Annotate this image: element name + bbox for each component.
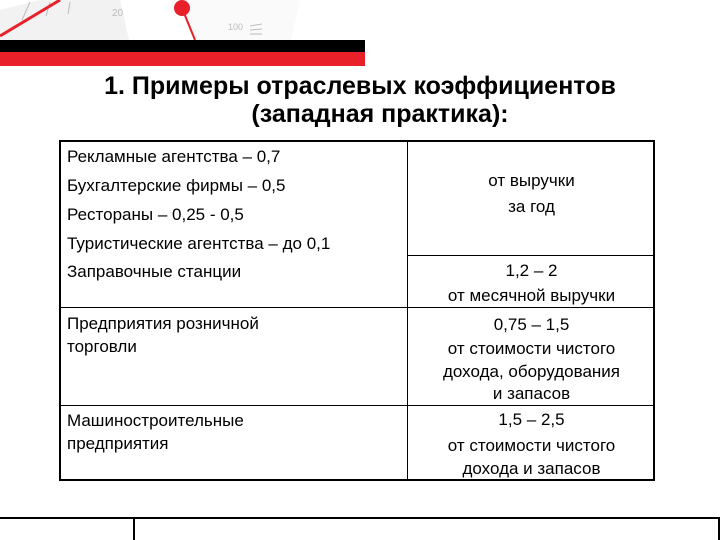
table-cell-basis: и запасов xyxy=(492,384,571,403)
gauge-graphic xyxy=(0,0,720,44)
table-cell-basis: от месячной выручки xyxy=(447,286,616,305)
table-cell-basis: за год xyxy=(508,197,555,216)
table-cell-industry: Бухгалтерские фирмы – 0,5 xyxy=(67,176,286,195)
table-cell-industry: Рекламные агентства – 0,7 xyxy=(67,147,281,166)
table-cell-industry: Туристические агентства – до 0,1 xyxy=(67,234,331,253)
header-bar-red xyxy=(0,52,365,66)
coefficients-table xyxy=(59,140,655,481)
gauge-label-100: 100 xyxy=(228,22,244,32)
table-cell-industry: Рестораны – 0,25 - 0,5 xyxy=(67,205,244,224)
slide-title-line-1: 1. Примеры отраслевых коэффициентов xyxy=(104,72,616,100)
table-cell-basis: 1,2 – 2 xyxy=(505,261,558,280)
gauge-label-20: 20 xyxy=(112,8,124,19)
table-cell-industry: Заправочные станции xyxy=(67,262,242,281)
table-cell-basis: от стоимости чистого xyxy=(447,436,616,455)
footer-line xyxy=(0,517,720,519)
table-cell-basis: дохода, оборудования xyxy=(443,362,620,381)
gauge-dial-left xyxy=(0,0,130,44)
table-cell-industry: Предприятия розничной xyxy=(67,314,259,333)
table-cell-basis: 0,75 – 1,5 xyxy=(493,315,570,334)
header-bar-black xyxy=(0,40,365,52)
table-row-divider xyxy=(61,307,655,308)
table-cell-industry: торговли xyxy=(67,337,137,356)
table-cell-basis: от выручки xyxy=(488,171,575,190)
table-row-divider xyxy=(407,255,655,256)
slide-title-line-2: (западная практика): xyxy=(251,100,509,128)
slide-title xyxy=(0,72,720,128)
table-cell-basis: 1,5 – 2,5 xyxy=(498,410,565,429)
footer-divider xyxy=(133,517,135,540)
table-row-divider xyxy=(61,405,655,406)
table-cell-industry: Машиностроительные xyxy=(67,411,244,430)
table-cell-industry: предприятия xyxy=(67,434,169,453)
table-cell-basis: от стоимости чистого xyxy=(447,339,616,358)
table-cell-basis: дохода и запасов xyxy=(462,459,601,478)
